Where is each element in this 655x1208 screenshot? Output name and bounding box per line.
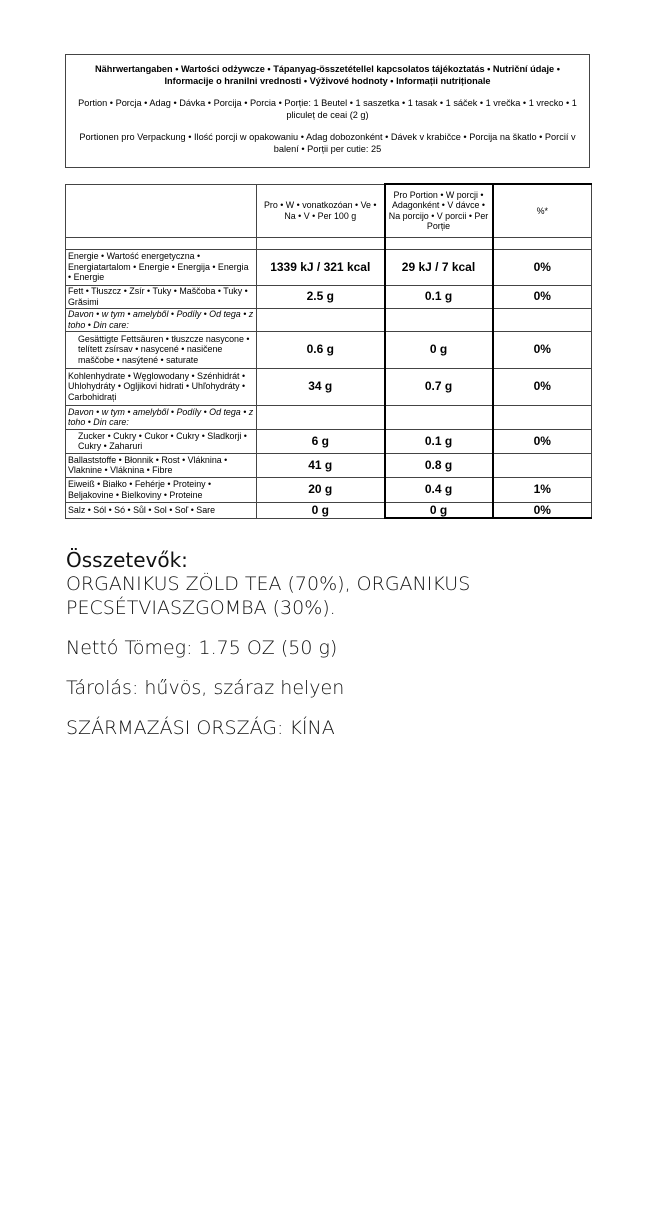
table-row <box>66 368 592 405</box>
row-per-100g: 0.6 g <box>257 331 385 368</box>
row-per-100g: 1339 kJ / 321 kcal <box>257 249 385 285</box>
row-percent: 0% <box>493 429 592 453</box>
row-label: Zucker • Cukry • Cukor • Cukry • Sladkorji • Cukry • Zaharuri <box>66 429 257 453</box>
row-per-portion: 0.7 g <box>385 368 493 405</box>
row-label: Kohlenhydrate • Węglowodany • Szénhidrát • Uhlohydráty • Ogljikovi hidrati • Uhľohydráty • Carbohidrați <box>66 368 257 405</box>
row-label: Davon • w tym • amelyből • Podíly • Od tega • z toho • Din care: <box>66 308 257 331</box>
row-percent <box>493 308 592 331</box>
row-per-portion: 29 kJ / 7 kcal <box>385 249 493 285</box>
ingredients-heading: Összetevők: <box>66 548 188 572</box>
row-per-portion: 0.8 g <box>385 453 493 477</box>
row-per-100g: 0 g <box>257 502 385 518</box>
row-label: Eiweiß • Białko • Fehérje • Proteiny • Beljakovine • Bielkoviny • Proteine <box>66 477 257 502</box>
row-percent: 0% <box>493 502 592 518</box>
table-row <box>66 285 592 308</box>
table-row <box>66 502 592 518</box>
table-row <box>66 453 592 477</box>
row-label: Davon • w tym • amelyből • Podíly • Od tega • z toho • Din care: <box>66 405 257 429</box>
table-row <box>66 331 592 368</box>
row-per-portion: 0.4 g <box>385 477 493 502</box>
row-percent: 0% <box>493 249 592 285</box>
row-percent: 0% <box>493 331 592 368</box>
row-per-portion: 0 g <box>385 502 493 518</box>
row-percent: 1% <box>493 477 592 502</box>
table-row <box>66 308 592 331</box>
nutrition-title: Nährwertangaben • Wartości odżywcze • Tápanyag-összetétellel kapcsolatos tájékoztatás • Nutriční údaje • Informacije o hranilni vrednosti • Výživové hodnoty • Informații nutriționale <box>95 64 560 86</box>
row-per-portion: 0 g <box>385 331 493 368</box>
net-weight-text: Nettó Tömeg: 1.75 OZ (50 g) <box>66 637 338 659</box>
row-per-100g: 20 g <box>257 477 385 502</box>
table-row <box>66 429 592 453</box>
row-per-portion <box>385 405 493 429</box>
ingredients-section <box>66 548 606 740</box>
nutrition-header-box <box>65 54 590 168</box>
row-label: Gesättigte Fettsäuren • tłuszcze nasycone • telített zsírsav • nasycené • nasičene maščobe • nasýtené • saturate <box>66 331 257 368</box>
nutrition-table <box>65 183 592 519</box>
table-row <box>66 249 592 285</box>
col-percent-header: %* <box>493 184 592 237</box>
table-row <box>66 477 592 502</box>
row-per-100g <box>257 405 385 429</box>
row-label: Fett • Tłuszcz • Zsír • Tuky • Maščoba • Tuky • Grăsimi <box>66 285 257 308</box>
row-per-100g: 41 g <box>257 453 385 477</box>
col-per-portion-header: Pro Portion • W porcji • Adagonként • V dávce • Na porcijo • V porcii • Per Porție <box>385 184 493 237</box>
row-per-portion: 0.1 g <box>385 429 493 453</box>
row-per-100g: 34 g <box>257 368 385 405</box>
row-per-100g: 6 g <box>257 429 385 453</box>
row-percent: 0% <box>493 285 592 308</box>
row-per-portion <box>385 308 493 331</box>
origin-text: SZÁRMAZÁSI ORSZÁG: KÍNA <box>66 717 335 739</box>
ingredients-text: ORGANIKUS ZÖLD TEA (70%), ORGANIKUS PECSÉTVIASZGOMBA (30%). <box>66 573 471 619</box>
portions-per-pack-text: Portionen pro Verpackung • Ilość porcji w opakowaniu • Adag dobozonként • Dávek v krabičce • Porcija na škatlo • Porcií v balení • Porții per cutie: 25 <box>79 132 576 154</box>
row-label: Salz • Sól • Só • Sůl • Sol • Soľ • Sare <box>66 502 257 518</box>
storage-text: Tárolás: hűvös, száraz helyen <box>66 677 345 699</box>
row-per-100g <box>257 308 385 331</box>
col-per-100g-header: Pro • W • vonatkozóan • Ve • Na • V • Per 100 g <box>257 184 385 237</box>
row-per-portion: 0.1 g <box>385 285 493 308</box>
header-empty-cell <box>66 184 257 237</box>
row-label: Ballaststoffe • Błonnik • Rost • Vláknina • Vlaknine • Vláknina • Fibre <box>66 453 257 477</box>
row-percent: 0% <box>493 368 592 405</box>
row-label: Energie • Wartość energetyczna • Energiatartalom • Energie • Energija • Energia • Energie <box>66 249 257 285</box>
table-header-row <box>66 184 592 237</box>
row-percent <box>493 453 592 477</box>
row-per-100g: 2.5 g <box>257 285 385 308</box>
table-row <box>66 405 592 429</box>
row-percent <box>493 405 592 429</box>
spacer-row <box>66 237 592 249</box>
portion-size-text: Portion • Porcja • Adag • Dávka • Porcija • Porcia • Porție: 1 Beutel • 1 saszetka • 1 tasak • 1 sáček • 1 vrečka • 1 vrecko • 1 pliculeț de ceai (2 g) <box>78 98 577 120</box>
